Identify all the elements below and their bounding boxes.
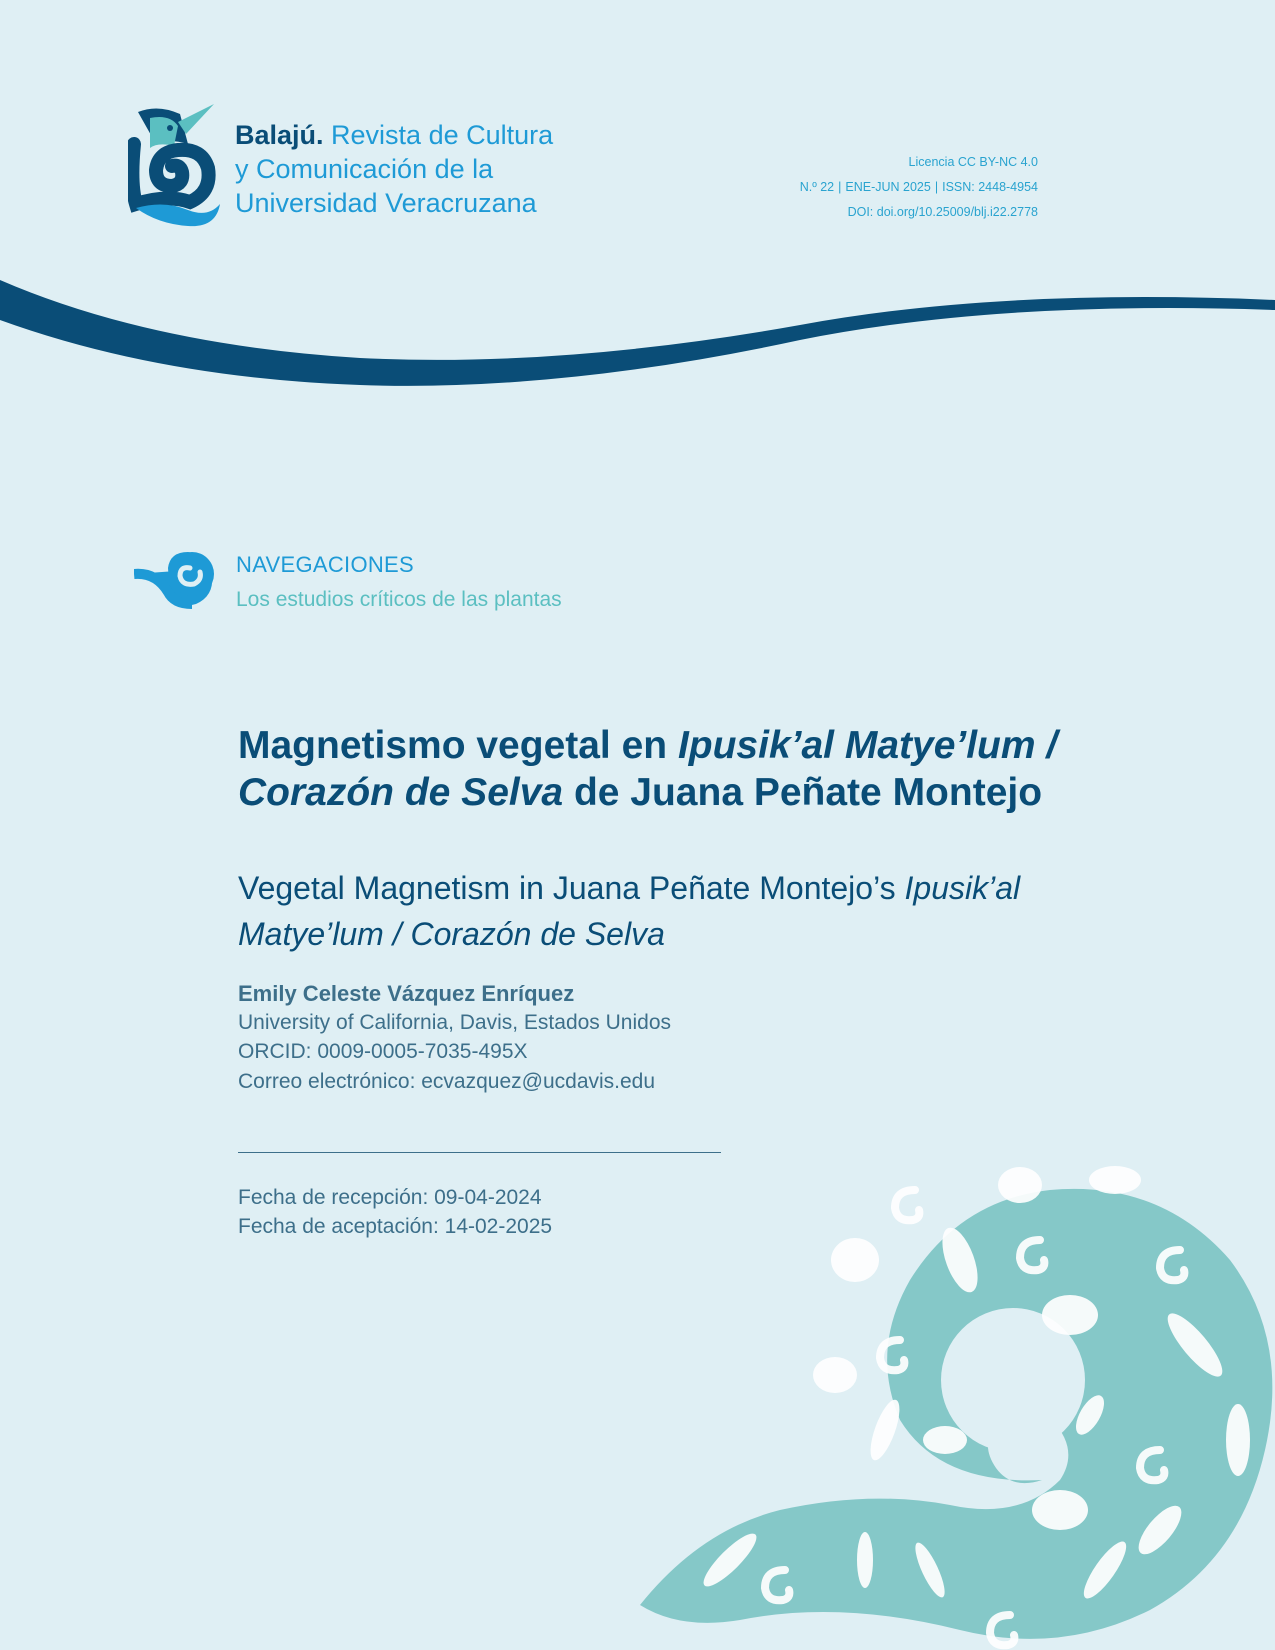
author-affiliation: University of California, Davis, Estados Unidos bbox=[238, 1011, 672, 1034]
section-name: NAVEGACIONES bbox=[236, 552, 415, 577]
section-subtitle: Los estudios críticos de las plantas bbox=[236, 588, 562, 611]
author-orcid[interactable]: ORCID: 0009-0005-7035-495X bbox=[238, 1040, 528, 1063]
article-title-english bbox=[238, 865, 1098, 957]
title-es-text-2: de Juana Peñate Montejo bbox=[563, 771, 1043, 814]
separator: | bbox=[934, 180, 939, 194]
title-es-text: Magnetismo vegetal en bbox=[238, 724, 678, 767]
title-en-italic: Ipusik’al Matye’lum / Corazón de Selva bbox=[238, 870, 1021, 952]
author-name: Emily Celeste Vázquez Enríquez bbox=[238, 981, 575, 1006]
license-text: Licencia CC BY-NC 4.0 bbox=[908, 155, 1038, 169]
journal-line-1: Revista de Cultura bbox=[331, 120, 554, 150]
separator: | bbox=[838, 180, 842, 194]
journal-brand: Balajú. bbox=[235, 120, 324, 150]
plant-spiral-illustration bbox=[640, 1150, 1275, 1650]
accepted-date: Fecha de aceptación: 14-02-2025 bbox=[238, 1215, 553, 1238]
journal-logo bbox=[128, 104, 224, 232]
wave-swirl-icon bbox=[134, 548, 214, 610]
received-date: Fecha de recepción: 09-04-2024 bbox=[238, 1186, 542, 1209]
article-title-spanish bbox=[238, 722, 1058, 816]
issn: ISSN: 2448-4954 bbox=[942, 180, 1038, 194]
header-wave-decoration bbox=[0, 260, 1275, 410]
journal-line-2: y Comunicación de la bbox=[235, 154, 494, 184]
author-email[interactable]: Correo electrónico: ecvazquez@ucdavis.edu bbox=[238, 1070, 656, 1093]
publication-metadata bbox=[800, 150, 1038, 225]
issue-period: ENE-JUN 2025 bbox=[845, 180, 931, 194]
journal-title bbox=[235, 118, 595, 220]
doi-link[interactable]: DOI: doi.org/10.25009/blj.i22.2778 bbox=[847, 205, 1038, 219]
journal-line-3: Universidad Veracruzana bbox=[235, 188, 537, 218]
title-en-text: Vegetal Magnetism in Juana Peñate Montejo’s bbox=[238, 870, 905, 906]
title-es-italic: Ipusik’al Matye’lum / Corazón de Selva bbox=[238, 724, 1058, 814]
issue-number: N.º 22 bbox=[799, 180, 835, 194]
